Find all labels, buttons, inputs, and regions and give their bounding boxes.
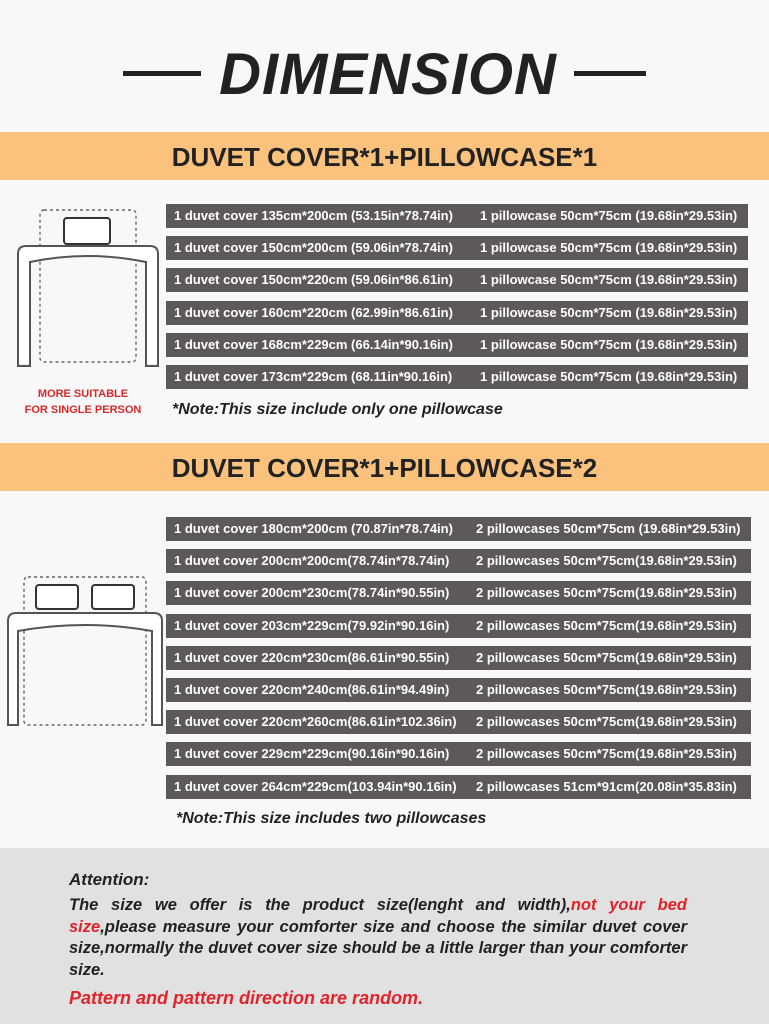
attention-title: Attention: xyxy=(69,870,150,889)
pillowcase-size: 2 pillowcases 50cm*75cm(19.68in*29.53in) xyxy=(476,585,737,601)
pillowcase-size: 1 pillowcase 50cm*75cm (19.68in*29.53in) xyxy=(480,208,738,223)
duvet-size: 1 duvet cover 229cm*229cm(90.16in*90.16in) xyxy=(174,746,450,762)
size-row xyxy=(166,646,751,670)
pillowcase-size: 2 pillowcases 50cm*75cm(19.68in*29.53in) xyxy=(476,553,737,569)
duvet-size: 1 duvet cover 200cm*230cm(78.74in*90.55in) xyxy=(174,585,450,601)
duvet-size: 1 duvet cover 220cm*230cm(86.61in*90.55in) xyxy=(174,649,450,665)
single-person-label: MORE SUITABLE FOR SINGLE PERSON xyxy=(24,388,142,416)
attention-highlight: not your bed size xyxy=(69,896,687,936)
page-header xyxy=(0,40,769,110)
duvet-size: 1 duvet cover 220cm*240cm(86.61in*94.49in) xyxy=(174,682,450,697)
size-row xyxy=(166,710,751,734)
size-row xyxy=(166,333,748,357)
section2-banner: DUVET COVER*1+PILLOWCASE*2 xyxy=(0,443,769,491)
size-row xyxy=(166,268,748,292)
random-pattern-note: Pattern and pattern direction are random. xyxy=(69,988,424,1008)
pillowcase-size: 2 pillowcases 50cm*75cm(19.68in*29.53in) xyxy=(476,714,737,730)
duvet-size: 1 duvet cover 200cm*200cm(78.74in*78.74in) xyxy=(174,553,450,569)
pillowcase-size: 2 pillowcases 50cm*75cm(19.68in*29.53in) xyxy=(476,649,737,665)
size-row xyxy=(166,614,751,638)
pillowcase-size: 2 pillowcases 50cm*75cm(19.68in*29.53in) xyxy=(476,746,737,762)
size-row xyxy=(166,742,751,766)
pillowcase-size: 2 pillowcases 50cm*75cm(19.68in*29.53in) xyxy=(476,617,737,633)
duvet-size: 1 duvet cover 264cm*229cm(103.94in*90.16in) xyxy=(174,778,457,794)
size-row xyxy=(166,775,751,799)
pillowcase-size: 2 pillowcases 50cm*75cm (19.68in*29.53in) xyxy=(476,521,741,536)
section1-note: *Note:This size include only one pillowcase xyxy=(172,401,503,418)
size-row xyxy=(166,678,751,702)
pillowcase-size: 1 pillowcase 50cm*75cm (19.68in*29.53in) xyxy=(480,272,738,288)
single-bed-icon xyxy=(14,206,162,372)
size-row xyxy=(166,301,748,325)
section1-banner: DUVET COVER*1+PILLOWCASE*1 xyxy=(0,132,769,180)
duvet-size: 1 duvet cover 168cm*229cm (66.14in*90.16in) xyxy=(174,336,453,352)
pillowcase-size: 2 pillowcases 50cm*75cm(19.68in*29.53in) xyxy=(476,682,737,697)
duvet-size: 1 duvet cover 203cm*229cm(79.92in*90.16in) xyxy=(174,617,450,633)
pillowcase-size: 1 pillowcase 50cm*75cm (19.68in*29.53in) xyxy=(480,240,738,256)
section2-note: *Note:This size includes two pillowcases xyxy=(176,810,487,827)
pillowcase-size: 2 pillowcases 51cm*91cm(20.08in*35.83in) xyxy=(476,778,737,794)
pillowcase-size: 1 pillowcase 50cm*75cm (19.68in*29.53in) xyxy=(480,304,738,320)
title-divider-right xyxy=(574,71,646,76)
duvet-size: 1 duvet cover 135cm*200cm (53.15in*78.74in) xyxy=(174,208,453,223)
size-row xyxy=(166,581,751,605)
page-title: DIMENSION xyxy=(219,42,557,107)
size-row xyxy=(166,365,748,389)
size-row xyxy=(166,549,751,573)
attention-body: The size we offer is the product size(lenght and width),not your bed size,please measure your comforter size and choose the similar duvet cover size,normally the duvet cover size should be a little larger than your comforter size. xyxy=(69,896,687,979)
duvet-size: 1 duvet cover 150cm*220cm (59.06in*86.61in) xyxy=(174,272,453,288)
size-row xyxy=(166,204,748,228)
duvet-size: 1 duvet cover 220cm*260cm(86.61in*102.36in) xyxy=(174,714,457,730)
duvet-size: 1 duvet cover 160cm*220cm (62.99in*86.61in) xyxy=(174,304,453,320)
duvet-size: 1 duvet cover 180cm*200cm (70.87in*78.74in) xyxy=(174,521,453,536)
pillowcase-size: 1 pillowcase 50cm*75cm (19.68in*29.53in) xyxy=(480,369,738,384)
double-bed-icon xyxy=(6,575,164,729)
pillowcase-size: 1 pillowcase 50cm*75cm (19.68in*29.53in) xyxy=(480,336,738,352)
title-divider-left xyxy=(123,71,201,76)
size-row xyxy=(166,236,748,260)
duvet-size: 1 duvet cover 173cm*229cm (68.11in*90.16in) xyxy=(174,369,453,384)
duvet-size: 1 duvet cover 150cm*200cm (59.06in*78.74in) xyxy=(174,240,453,256)
size-row xyxy=(166,517,751,541)
